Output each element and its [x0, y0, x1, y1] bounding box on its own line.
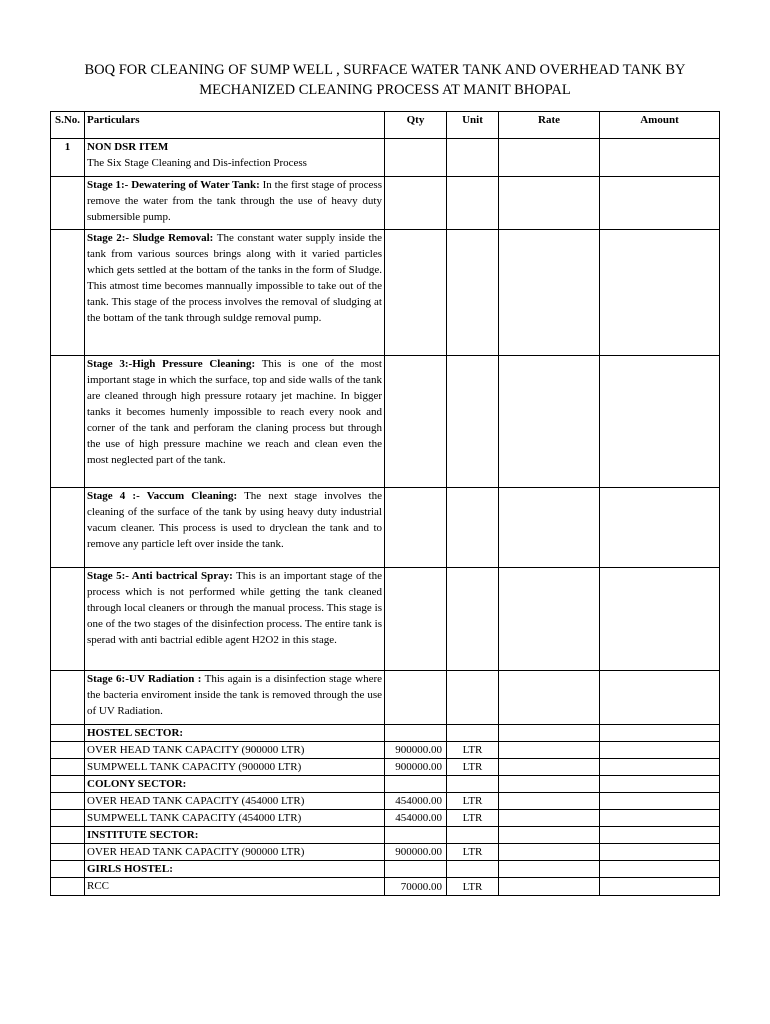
line-item-label: OVER HEAD TANK CAPACITY (454000 LTR) [85, 793, 385, 810]
stage-5 [85, 568, 385, 671]
header-unit: Unit [447, 112, 499, 139]
header-row [51, 112, 720, 139]
line-item-unit: LTR [447, 759, 499, 776]
item-heading-cell [85, 139, 385, 177]
sector-row [51, 827, 720, 844]
line-item-unit: LTR [447, 793, 499, 810]
line-item-qty: 70000.00 [385, 878, 447, 896]
stage-3 [85, 356, 385, 488]
title-line-1: BOQ FOR CLEANING OF SUMP WELL , SURFACE WATER TANK AND OVERHEAD TANK BY [84, 62, 686, 78]
sector-row [51, 776, 720, 793]
line-item-row [51, 878, 720, 896]
stage-6 [85, 671, 385, 725]
line-item-qty: 900000.00 [385, 844, 447, 861]
stage-title: Stage 2:- Sludge Removal: [87, 232, 214, 244]
line-item-row [51, 759, 720, 776]
sector-row [51, 861, 720, 878]
line-item-qty: 454000.00 [385, 810, 447, 827]
item-row [51, 139, 720, 177]
line-item-row [51, 742, 720, 759]
stage-title: Stage 3:-High Pressure Cleaning: [87, 358, 256, 370]
stage-4 [85, 488, 385, 568]
line-item-row [51, 810, 720, 827]
item-sno: 1 [51, 139, 85, 177]
sector-row [51, 725, 720, 742]
line-item-row [51, 844, 720, 861]
line-item-row [51, 793, 720, 810]
stage-text: The constant water supply inside the tank from various sources brings along with it varied particles which gets settled at the bottam of the tanks in the form of Sludge. This atmost time becomes mannually impossible to take out of the tank. This stage of the process involves the removal of sludging at the bottam of the tank through suldge removal pump. [87, 232, 382, 324]
stage-row [51, 177, 720, 230]
stage-2 [85, 230, 385, 356]
line-item-qty: 454000.00 [385, 793, 447, 810]
boq-table [50, 111, 720, 896]
stage-title: Stage 4 :- Vaccum Cleaning: [87, 490, 238, 502]
header-qty: Qty [385, 112, 447, 139]
stage-text: This is an important stage of the process which is not performed while getting the tank cleaned through local cleaners or through the manual process. This stage is one of the two stages of the disinfection process. The entire tank is sperad with anti bactrial edible agent H2O2 in this stage. [87, 570, 382, 646]
sector-institute: INSTITUTE SECTOR: [85, 827, 385, 844]
item-heading: NON DSR ITEM [87, 141, 169, 153]
stage-row [51, 488, 720, 568]
line-item-unit: LTR [447, 844, 499, 861]
sector-colony: COLONY SECTOR: [85, 776, 385, 793]
stage-text: In the first stage of process remove the water from the tank through the use of heavy duty submersible pump. [87, 179, 382, 223]
stage-text: The next stage involves the cleaning of the surface of the tank by using heavy duty industrial vacum cleaner. This process is used to dryclean the tank and to remove any particle left over inside the tank. [87, 490, 382, 550]
title-line-2: MECHANIZED CLEANING PROCESS AT MANIT BHOPAL [199, 82, 571, 98]
stage-row [51, 230, 720, 356]
item-subheading: The Six Stage Cleaning and Dis-infection Process [87, 157, 307, 169]
stage-row [51, 671, 720, 725]
sector-girls-hostel: GIRLS HOSTEL: [85, 861, 385, 878]
header-rate: Rate [499, 112, 600, 139]
line-item-unit: LTR [447, 878, 499, 896]
line-item-label: OVER HEAD TANK CAPACITY (900000 LTR) [85, 844, 385, 861]
header-sno: S.No. [51, 112, 85, 139]
stage-title: Stage 5:- Anti bactrical Spray: [87, 570, 233, 582]
line-item-unit: LTR [447, 742, 499, 759]
line-item-qty: 900000.00 [385, 759, 447, 776]
document-title [40, 60, 730, 100]
stage-title: Stage 1:- Dewatering of Water Tank: [87, 179, 260, 191]
header-amount: Amount [600, 112, 720, 139]
line-item-unit: LTR [447, 810, 499, 827]
stage-title: Stage 6:-UV Radiation : [87, 673, 202, 685]
line-item-qty: 900000.00 [385, 742, 447, 759]
line-item-label: RCC [85, 878, 385, 896]
sector-hostel: HOSTEL SECTOR: [85, 725, 385, 742]
stage-text: This again is a disinfection stage where the bacteria enviroment inside the tank is removed through the use of UV Radiation. [87, 673, 382, 717]
line-item-label: SUMPWELL TANK CAPACITY (900000 LTR) [85, 759, 385, 776]
stage-text: This is one of the most important stage in which the surface, top and side walls of the tank are cleaned through high pressure rotaary jet machine. In bigger tanks it becomes humenly impossible to reach every nook and corner of the tank and perforam the claning process but through the use of high pressure machine we reach and clean even the most neglected part of the tank. [87, 358, 382, 466]
stage-row [51, 568, 720, 671]
stage-row [51, 356, 720, 488]
header-particulars: Particulars [85, 112, 385, 139]
line-item-label: OVER HEAD TANK CAPACITY (900000 LTR) [85, 742, 385, 759]
stage-1 [85, 177, 385, 230]
line-item-label: SUMPWELL TANK CAPACITY (454000 LTR) [85, 810, 385, 827]
